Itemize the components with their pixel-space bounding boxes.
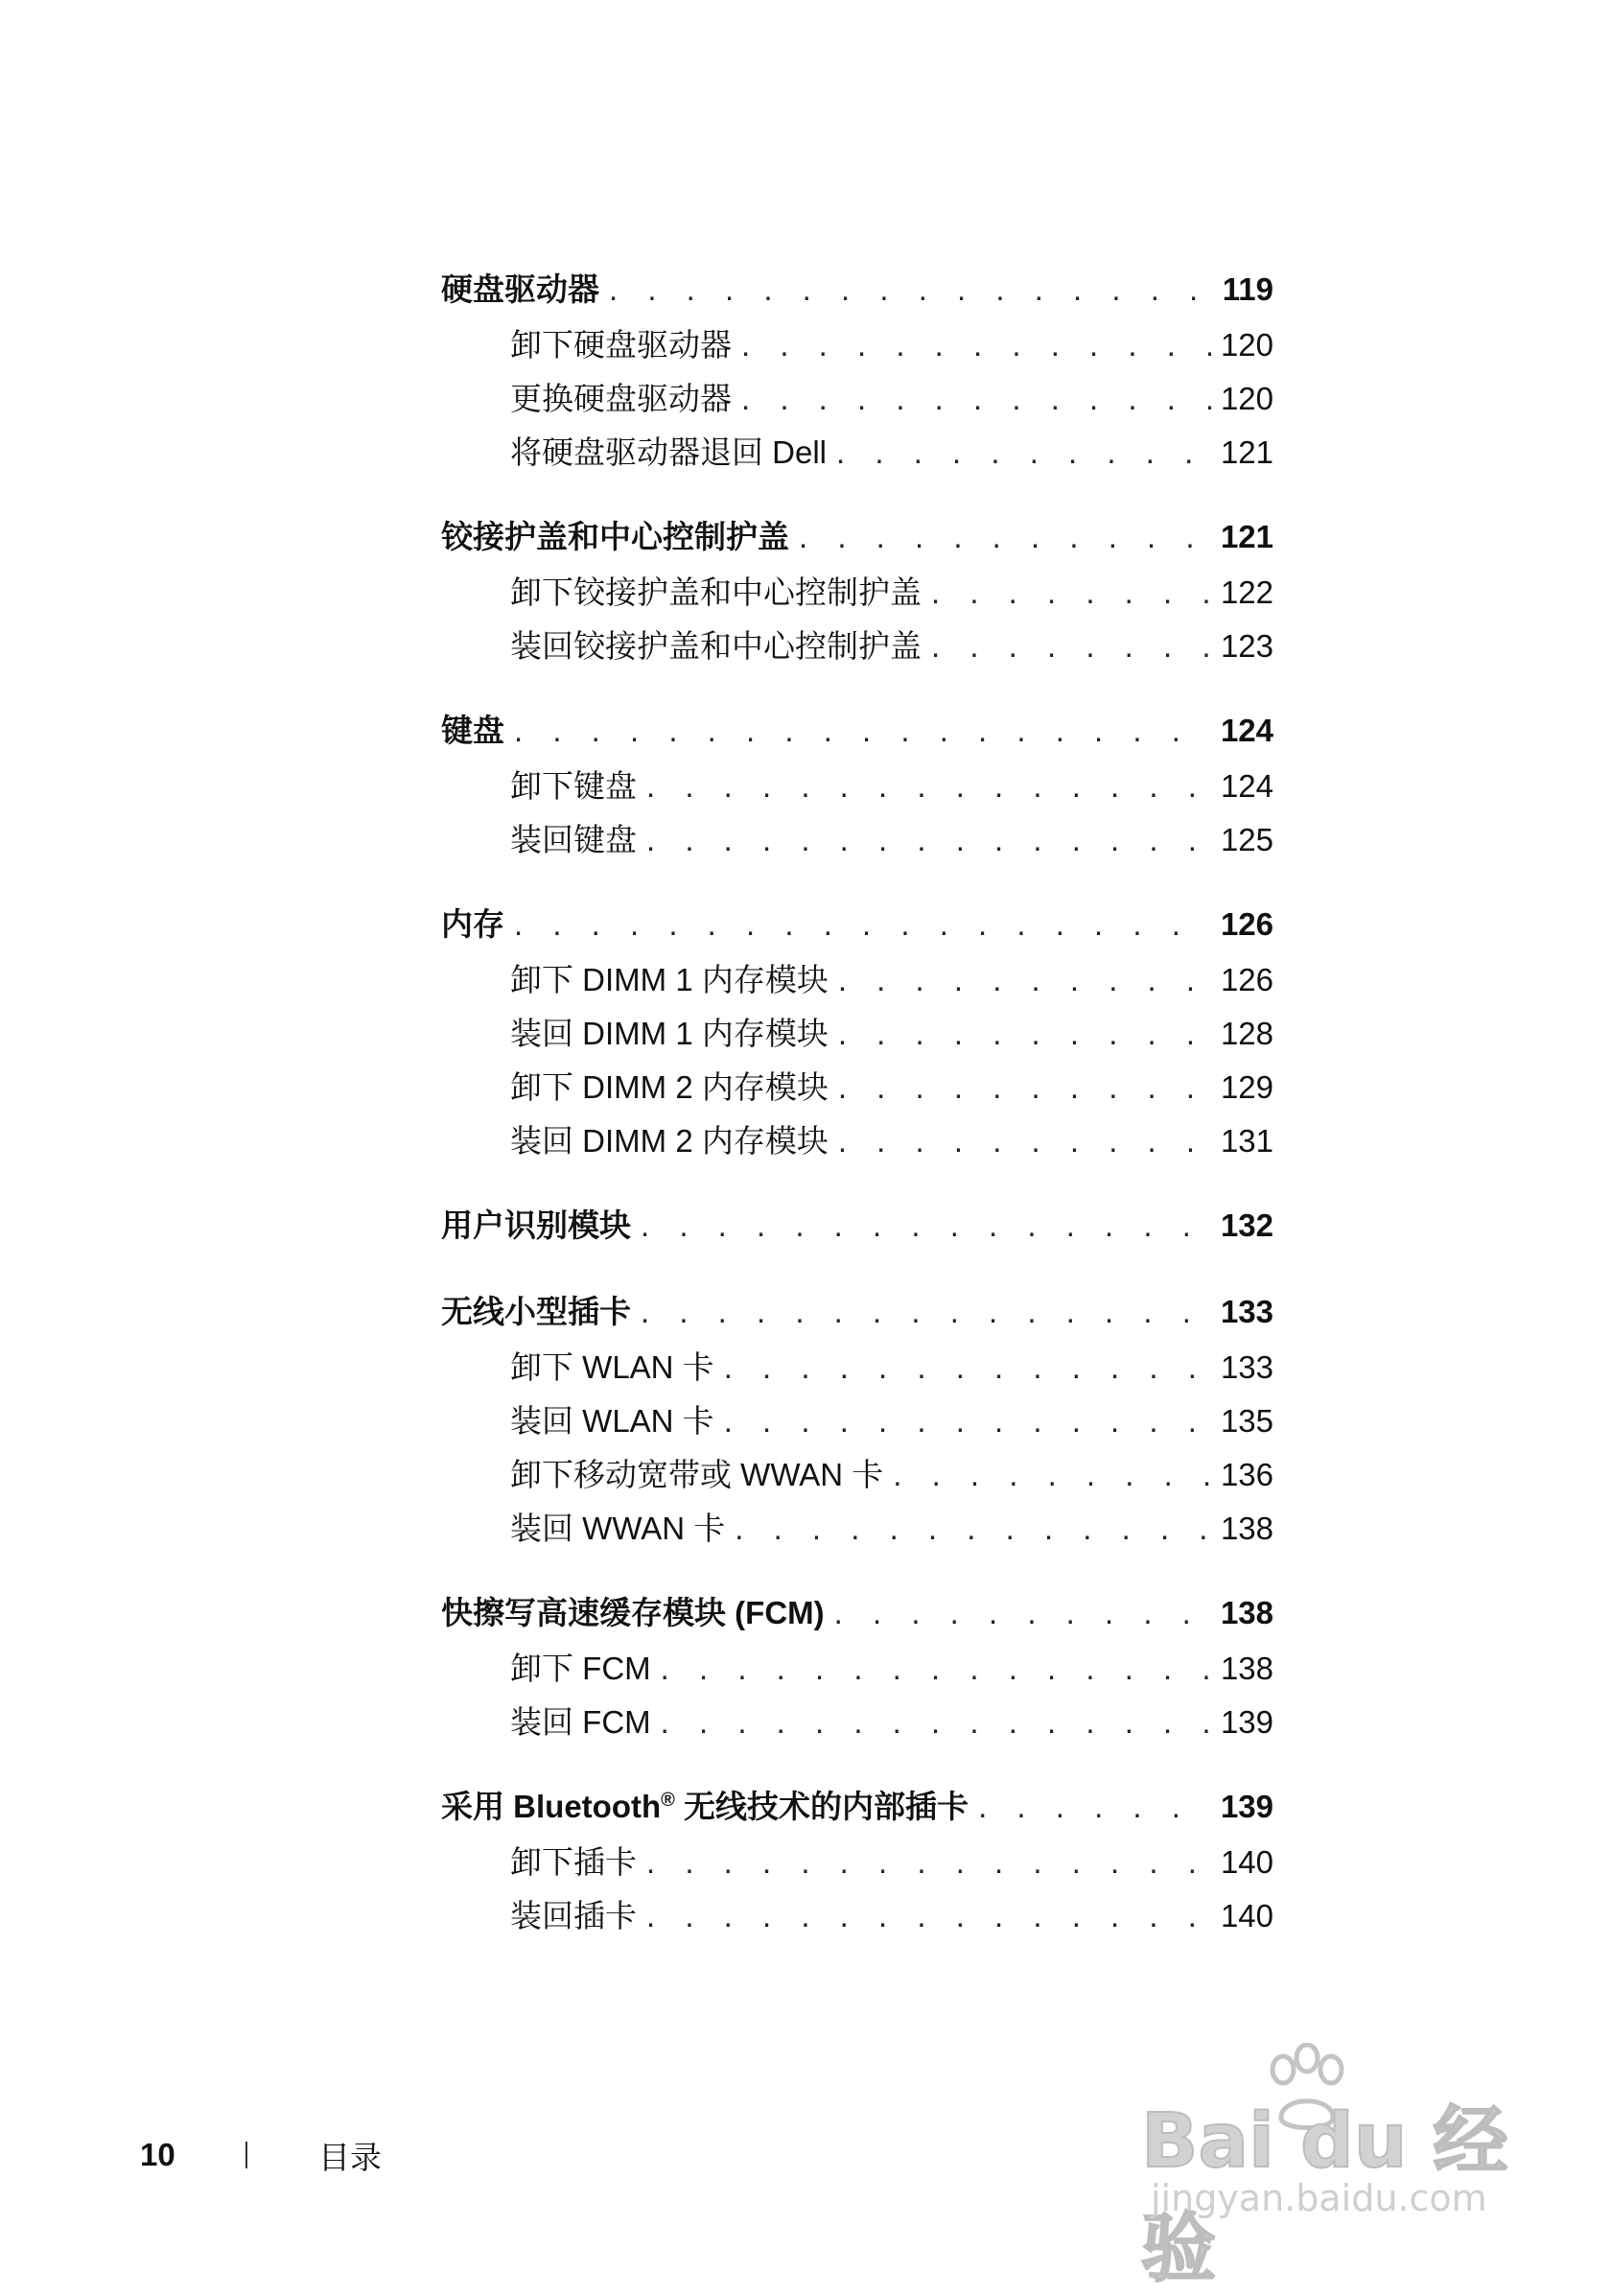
leader-dots (931, 566, 1211, 620)
toc-page-number: 126 (1220, 962, 1273, 997)
toc-entry-main[interactable] (441, 1584, 1273, 1642)
leader-dots (741, 318, 1211, 372)
leader-dots (646, 760, 1211, 813)
baidu-logo-text: Bai du 经验 (1141, 2098, 1508, 2292)
leader-dots (834, 1584, 1211, 1642)
toc-entry-title: 装回 WLAN 卡 (510, 1403, 714, 1439)
toc-section (441, 1197, 1273, 1254)
toc-entry-main[interactable] (441, 1283, 1273, 1341)
toc-entry-sub[interactable] (441, 953, 1273, 1007)
toc-entry-title: 铰接护盖和中心控制护盖 (441, 519, 789, 554)
toc-entry-sub[interactable] (441, 1448, 1273, 1502)
leader-dots (931, 620, 1211, 673)
toc-page-number: 122 (1220, 574, 1273, 610)
toc-page-number: 131 (1220, 1123, 1273, 1159)
toc-entry-title: 用户识别模块 (441, 1207, 631, 1243)
toc-page-number: 138 (1220, 1595, 1273, 1630)
registered-mark: ® (661, 1790, 675, 1811)
toc-entry-main[interactable] (441, 261, 1273, 318)
toc-entry-title: 装回 FCM (510, 1704, 651, 1740)
toc-entry-title: 卸下 FCM (510, 1651, 651, 1686)
leader-dots (641, 1197, 1211, 1254)
toc-entry-title (441, 1778, 969, 1836)
leader-dots (641, 1283, 1211, 1341)
toc-entry-title: 卸下键盘 (510, 768, 637, 804)
toc-page-number: 128 (1220, 1016, 1273, 1051)
toc-page-number: 139 (1220, 1704, 1273, 1740)
toc-entry-title: 卸下 WLAN 卡 (510, 1349, 714, 1385)
toc-entry-title: 卸下 DIMM 2 内存模块 (510, 1069, 829, 1105)
toc-title-part: 采用 Bluetooth (441, 1789, 662, 1824)
toc-entry-sub[interactable] (441, 760, 1273, 813)
leader-dots (661, 1696, 1211, 1749)
toc-entry-sub[interactable] (441, 1889, 1273, 1943)
toc-entry-title: 装回 DIMM 1 内存模块 (510, 1016, 829, 1051)
leader-dots (893, 1448, 1211, 1502)
toc-entry-title: 内存 (441, 906, 504, 942)
toc-entry-sub[interactable] (441, 1114, 1273, 1168)
toc-entry-sub[interactable] (441, 1642, 1273, 1696)
leader-dots (978, 1778, 1211, 1836)
toc-page-number: 139 (1220, 1789, 1273, 1824)
watermark-url: jingyan.baidu.com (1151, 2177, 1487, 2219)
toc-entry-title: 卸下 DIMM 1 内存模块 (510, 962, 829, 997)
toc-entry-main[interactable] (441, 1778, 1273, 1836)
toc-entry-title: 快擦写高速缓存模块 (FCM) (441, 1595, 825, 1630)
toc-page-number: 133 (1220, 1349, 1273, 1385)
toc-entry-title: 更换硬盘驱动器 (510, 381, 732, 416)
toc-page-number: 120 (1220, 381, 1273, 416)
leader-dots (799, 508, 1211, 566)
leader-dots (661, 1642, 1211, 1696)
toc-page-number: 133 (1220, 1294, 1273, 1329)
toc-entry-title: 卸下移动宽带或 WWAN 卡 (510, 1457, 884, 1492)
baidu-jingyan-watermark (1141, 2043, 1544, 2292)
toc-entry-sub[interactable] (441, 1836, 1273, 1889)
toc-entry-sub[interactable] (441, 1696, 1273, 1749)
toc-entry-sub[interactable] (441, 318, 1273, 372)
toc-page-number: 136 (1220, 1457, 1273, 1492)
toc-entry-title: 将硬盘驱动器退回 Dell (510, 434, 828, 470)
leader-dots (724, 1341, 1211, 1394)
toc-section (441, 1283, 1273, 1556)
toc-entry-sub[interactable] (441, 426, 1273, 480)
toc-entry-sub[interactable] (441, 566, 1273, 620)
toc-page-number: 124 (1220, 768, 1273, 804)
toc-page-number: 119 (1222, 271, 1273, 307)
leader-dots (838, 953, 1211, 1007)
leader-dots (646, 1836, 1211, 1889)
toc-entry-title: 装回键盘 (510, 822, 637, 857)
toc-entry-title: 卸下铰接护盖和中心控制护盖 (510, 574, 922, 610)
leader-dots (741, 372, 1211, 426)
toc-entry-sub[interactable] (441, 1394, 1273, 1448)
leader-dots (646, 813, 1211, 867)
toc-entry-title: 键盘 (441, 713, 504, 748)
toc-page-number: 120 (1220, 327, 1273, 363)
page-footer (140, 2131, 382, 2179)
toc-page-number: 140 (1220, 1898, 1273, 1933)
leader-dots (724, 1394, 1211, 1448)
toc-entry-sub[interactable] (441, 1502, 1273, 1556)
leader-dots (646, 1889, 1211, 1943)
toc-page-number: 125 (1220, 822, 1273, 857)
leader-dots (836, 426, 1211, 480)
toc-entry-main[interactable] (441, 508, 1273, 566)
toc-entry-sub[interactable] (441, 620, 1273, 673)
toc-section (441, 508, 1273, 673)
leader-dots (838, 1114, 1211, 1168)
toc-entry-title: 装回 DIMM 2 内存模块 (510, 1123, 829, 1159)
footer-page-number: 10 (140, 2137, 175, 2172)
toc-title-part: 无线技术的内部插卡 (674, 1789, 969, 1824)
toc-entry-title: 卸下硬盘驱动器 (510, 327, 732, 363)
toc-page-number: 129 (1220, 1069, 1273, 1105)
toc-entry-sub[interactable] (441, 1007, 1273, 1061)
toc-entry-title: 装回插卡 (510, 1898, 637, 1933)
toc-page-number: 138 (1220, 1651, 1273, 1686)
toc-section (441, 1584, 1273, 1749)
footer-section-title: 目录 (318, 2139, 382, 2175)
toc-page-number: 135 (1220, 1403, 1273, 1439)
toc-entry-title: 卸下插卡 (510, 1844, 637, 1880)
toc-page-number: 121 (1220, 434, 1273, 470)
toc-entry-main[interactable] (441, 896, 1273, 953)
leader-dots (735, 1502, 1211, 1556)
toc-page-number: 140 (1220, 1844, 1273, 1880)
leader-dots (514, 896, 1211, 953)
toc-entry-sub[interactable] (441, 1341, 1273, 1394)
toc-section (441, 702, 1273, 867)
leader-dots (838, 1007, 1211, 1061)
toc-entry-title: 装回 WWAN 卡 (510, 1511, 726, 1546)
toc-entry-sub[interactable] (441, 813, 1273, 867)
toc-entry-title: 装回铰接护盖和中心控制护盖 (510, 628, 922, 664)
toc-section (441, 896, 1273, 1168)
leader-dots (838, 1061, 1211, 1114)
leader-dots (609, 261, 1213, 318)
toc-page-number: 126 (1220, 906, 1273, 942)
toc-page-number: 123 (1220, 628, 1273, 664)
toc-entry-main[interactable] (441, 1197, 1273, 1254)
footer-divider (245, 2142, 247, 2168)
table-of-contents (441, 261, 1273, 1972)
leader-dots (514, 702, 1211, 760)
toc-page-number: 121 (1220, 519, 1273, 554)
toc-entry-sub[interactable] (441, 372, 1273, 426)
toc-entry-title: 无线小型插卡 (441, 1294, 631, 1329)
toc-section (441, 1778, 1273, 1943)
toc-entry-main[interactable] (441, 702, 1273, 760)
toc-page-number: 124 (1220, 713, 1273, 748)
toc-entry-title: 硬盘驱动器 (441, 271, 599, 307)
toc-section (441, 261, 1273, 480)
toc-page-number: 132 (1220, 1207, 1273, 1243)
toc-page-number: 138 (1220, 1511, 1273, 1546)
toc-entry-sub[interactable] (441, 1061, 1273, 1114)
